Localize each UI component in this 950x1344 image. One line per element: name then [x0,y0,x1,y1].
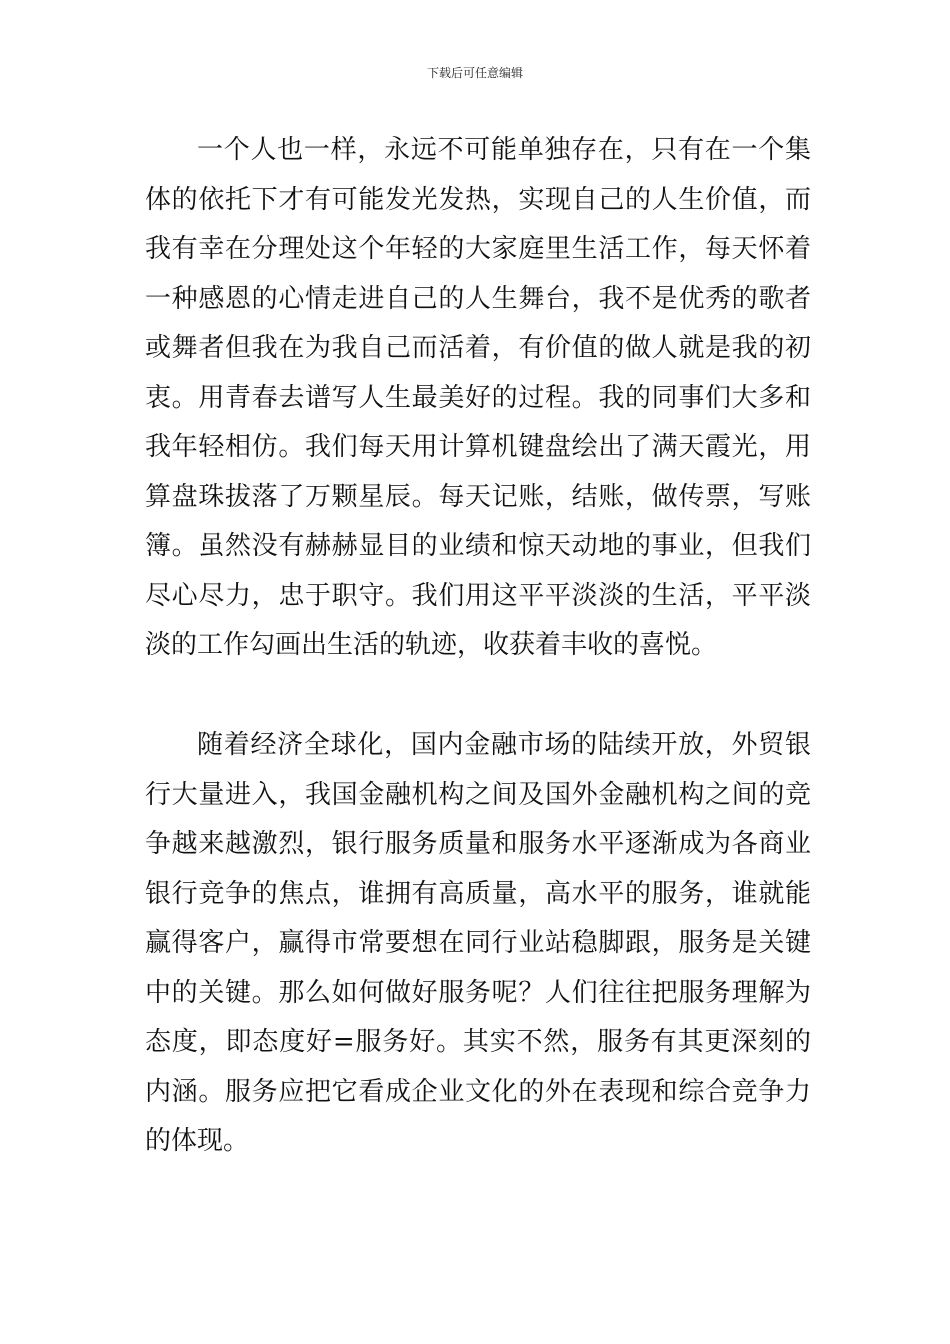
body-paragraph-2: 随着经济全球化，国内金融市场的陆续开放，外贸银行大量进入，我国金融机构之间及国外金融机构之间的竞争越来越激烈，银行服务质量和服务水平逐渐成为各商业银行竞争的焦点，谁拥有高质量，高水平的服务，谁就能赢得客户，赢得市常要想在同行业站稳脚跟，服务是关键中的关键。那么如何做好服务呢？人们往往把服务理解为态度，即态度好=服务好。其实不然，服务有其更深刻的内涵。服务应把它看成企业文化的外在表现和综合竞争力的体现。 [145,730,811,1156]
header-note: 下载后可任意编辑 [426,66,523,80]
body-paragraph-1: 一个人也一样，永远不可能单独存在，只有在一个集体的依托下才有可能发光发热，实现自己的人生价值，而我有幸在分理处这个年轻的大家庭里生活工作，每天怀着一种感恩的心情走进自己的人生舞台，我不是优秀的歌者或舞者但我在为我自己而活着，有价值的做人就是我的初衷。用青春去谱写人生最美好的过程。我的同事们大多和我年轻相仿。我们每天用计算机键盘绘出了满天霞光，用算盘珠拔落了万颗星辰。每天记账，结账，做传票，写账簿。虽然没有赫赫显目的业绩和惊天动地的事业，但我们尽心尽力，忠于职守。我们用这平平淡淡的生活，平平淡淡的工作勾画出生活的轨迹，收获着丰收的喜悦。 [145,135,811,660]
